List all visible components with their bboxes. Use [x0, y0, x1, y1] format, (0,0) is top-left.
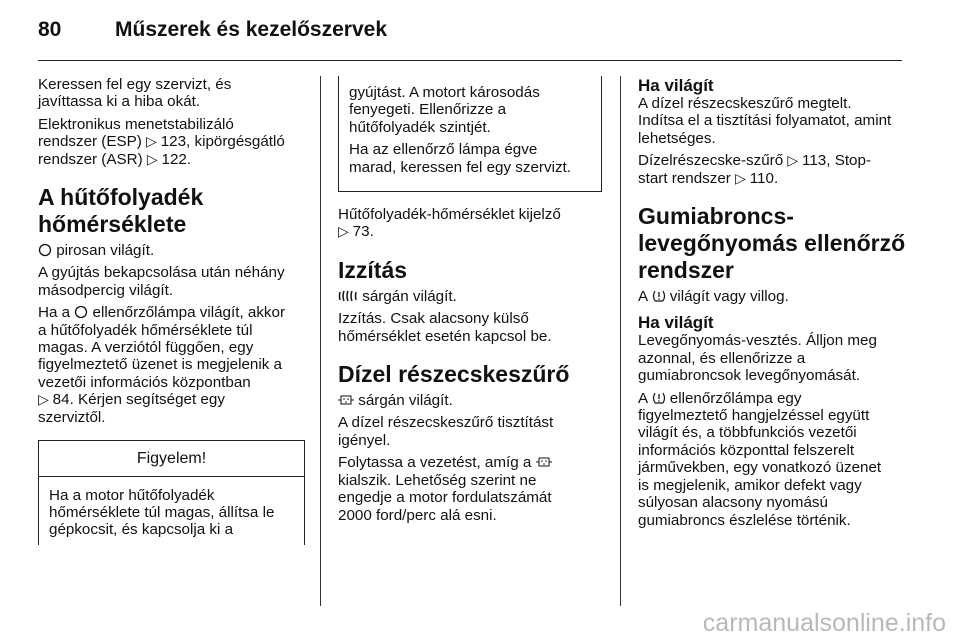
header-rule [38, 60, 902, 61]
paragraph: Keressen fel egy szervizt, és javíttassa ki a hiba okát. [38, 76, 232, 111]
caution-box-continued: gyújtást. A motort károsodás fenyegeti. Ellenőrizze a hűtőfolyadék szintjét. Ha az ellenőrző lámpa égve marad, keressen fel egy szervizt. [338, 76, 602, 192]
page-ref-arrow-icon[interactable]: ▷ [787, 152, 803, 169]
coolant-temperature-icon [74, 305, 88, 319]
coolant-temperature-icon [38, 243, 52, 257]
icon-line: sárgán világít. [338, 392, 602, 409]
subheading: Ha világít [638, 76, 714, 95]
page-ref[interactable]: 73 [352, 223, 370, 241]
icon-line: A világít vagy villog. [638, 288, 789, 306]
section-heading-particle-filter: Dízel részecskeszűrő [338, 361, 570, 388]
page-ref-arrow-icon[interactable]: ▷ [146, 133, 161, 150]
icon-line: sárgán világít. [338, 288, 602, 305]
icon-line: pirosan világít. [38, 242, 306, 259]
caution-title: Figyelem! [39, 441, 304, 476]
subheading: Ha világít [638, 313, 714, 333]
column-3 [638, 76, 904, 534]
paragraph: Levegőnyomás-vesztés. Álljon meg azonnal, és ellenőrizze a gumiabroncsok levegőnyomását. [638, 332, 877, 385]
diesel-particle-filter-icon [536, 455, 552, 469]
tire-pressure-icon [652, 391, 666, 405]
watermark: carmanualsonline.info [702, 609, 946, 637]
paragraph: Ha a ellenőrzőlámpa világít, akkor a hűtőfolyadék hőmérséklete túl magas. A verziótól függően, egy figyelmeztető üzenet is megjelenik a vezetői információs központban ▷ 84. Kérjen segítséget egy szerviztől. [38, 304, 286, 426]
paragraph: Dízelrészecske-szűrő ▷ 113, Stop- start rendszer ▷ 110. [638, 152, 872, 187]
page-ref-arrow-icon[interactable]: ▷ [735, 169, 750, 186]
paragraph: A dízel részecskeszűrő megtelt. Indítsa el a tisztítási folyamatot, amint lehetséges. [638, 95, 892, 147]
page-ref[interactable]: 113 [802, 152, 827, 170]
page-ref[interactable]: 122 [161, 150, 187, 168]
column-2 [338, 76, 602, 529]
tire-pressure-icon [652, 289, 666, 303]
paragraph: Hűtőfolyadék-hőmérséklet kijelző ▷ 73. [338, 206, 561, 241]
page-ref[interactable]: 110 [749, 169, 774, 187]
section-heading-coolant: A hűtőfolyadék hőmérséklete [38, 184, 204, 238]
section-heading-tire-pressure: Gumiabroncs- levegőnyomás ellenőrző rendszer [638, 203, 906, 284]
glow-plug-icon [338, 289, 358, 303]
section-heading-preheating: Izzítás [338, 256, 408, 283]
page-title: Műszerek és kezelőszervek [115, 18, 388, 41]
page-ref-arrow-icon[interactable]: ▷ [38, 391, 53, 408]
caution-body: Ha a motor hűtőfolyadék hőmérséklete túl magas, állítsa le gépkocsit, és kapcsolja ki a [49, 486, 275, 539]
page-ref[interactable]: 84 [52, 391, 70, 409]
paragraph: Izzítás. Csak alacsony külső hőmérséklet esetén kapcsol be. [338, 310, 552, 345]
column-divider [320, 76, 321, 606]
page-ref-arrow-icon[interactable]: ▷ [146, 150, 162, 167]
paragraph: Folytassa a vezetést, amíg a kialszik. Lehetőség szerint ne engedje a motor fordulatszámát 2000 ford/perc alá esni. [338, 454, 552, 524]
paragraph: A ellenőrzőlámpa egy figyelmeztető hangjelzéssel együtt világít és, a többfunkciós vezetői információs központtal felszerelt járművekben, egy vonatkozó üzenet is megjelenik, amikor defekt vagy súlyosan alacsony nyomású gumiabroncs észlelése történik. [638, 389, 882, 529]
column-divider [620, 76, 621, 606]
paragraph: A dízel részecskeszűrő tisztítást igényel. [338, 414, 554, 449]
page-number: 80 [38, 18, 62, 41]
paragraph: Elektronikus menetstabilizáló rendszer (ESP) ▷ 123, kipörgésgátló rendszer (ASR) ▷ 122. [38, 115, 285, 168]
page-ref-arrow-icon[interactable]: ▷ [338, 223, 353, 240]
diesel-particle-filter-icon [338, 393, 354, 407]
paragraph: A gyújtás bekapcsolása után néhány másodpercig világít. [38, 264, 285, 299]
column-1 [38, 76, 306, 545]
caution-box [38, 440, 305, 545]
page-ref[interactable]: 123 [160, 133, 187, 151]
